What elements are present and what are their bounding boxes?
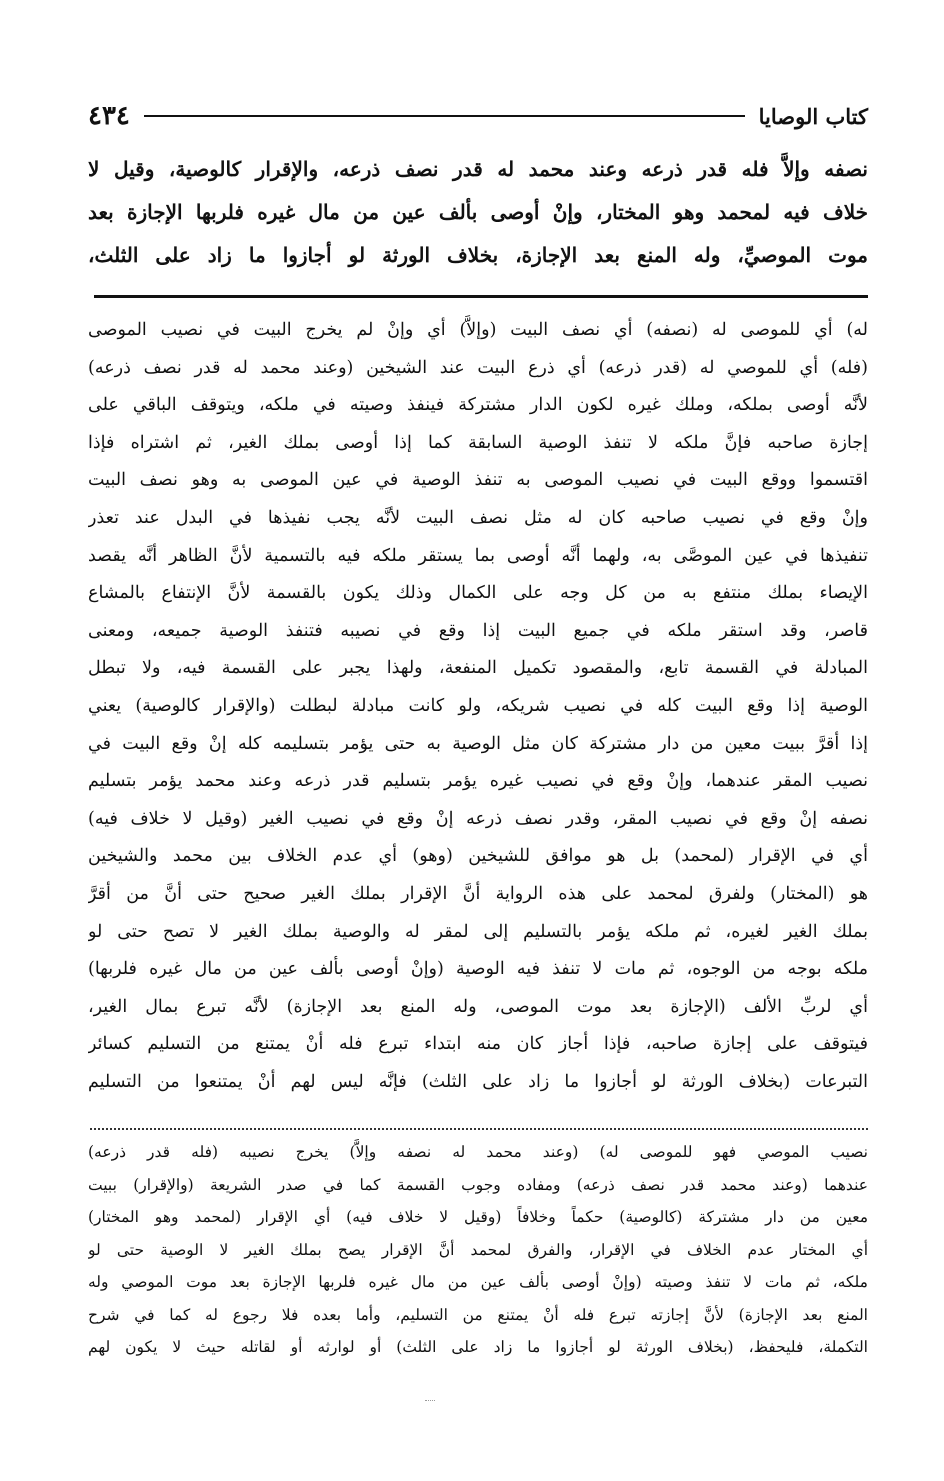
commentary-line: تنفيذها في عين الموصَّى به، ولهما أنَّه أوصى بما يستقر ملكه فيه بالتسمية لأنَّ الظاهر أنَّه يقصد (88, 545, 868, 566)
footnote-line: ملكه، ثم مات لا تنفذ وصيته (وإنْ أوصى بألف عين من مال غيره فلربها الإجازة بعد موت الموصي وله (88, 1273, 868, 1291)
commentary-line: لأنَّه أوصى بملكه، وملك غيره لكون الدار مشتركة فينفذ وصيته في ملكه، ويتوقف الباقي على (88, 395, 868, 416)
header-rule (144, 115, 745, 117)
footnote-line: نصيب الموصي فهو للموصى له) (وعند محمد له نصفه وإلاَّ) يخرج نصيبه (فله قدر ذرعه) (88, 1143, 868, 1161)
main-text-separator (94, 295, 868, 298)
footnote-line: المنع بعد الإجازة) لأنَّ إجازته تبرع فله أنْ يمتنع من التسليم، وأما بعده فلا رجوع له كما في شرح (88, 1305, 868, 1324)
commentary-line: إذا أقرَّ ببيت معين من دار مشتركة كان مثل الوصية به حتى يؤمر بتسليمه كله إنْ وقع البيت في (88, 733, 868, 754)
main-text-line: موت الموصيِّ، وله المنع بعد الإجازة، بخلاف الورثة لو أجازوا ما زاد على الثلث، (88, 243, 868, 267)
commentary-line: (فله) أي للموصي له (قدر ذرعه) أي ذرع البيت عند الشيخين (وعند محمد له قدر نصف ذرعه) (88, 357, 868, 378)
commentary-line: هو (المختار) ولفرق لمحمد على هذه الرواية أنَّ الإقرار بملك الغير صحيح حتى أنَّ من أقرَّ (88, 883, 868, 904)
commentary-line: وإنْ وقع في نصيب صاحبه كان له مثل نصف البيت لأنَّه يجب نفيذها في البدل عند تعذر (88, 507, 868, 528)
commentary-line: ملكه بوجه من الوجوه، ثم مات لا تنفذ فيه الوصية (وإنْ أوصى بألف عين من مال غيره فلربها) (88, 959, 868, 980)
footnote-line: التكملة، فليحفظ، (بخلاف الورثة لو أجازوا ما زاد على الثلث) أو لوارثه أو لقاتله حيث لا يكون لهم (88, 1338, 868, 1356)
commentary-line: اقتسموا ووقع البيت في نصيب الموصى به تنفذ الوصية في عين الموصى به وهو نصف البيت (88, 470, 868, 491)
commentary-line: أي لربِّ الألف (الإجازة بعد موت الموصى، وله المنع بعد الإجازة) لأنَّه تبرع بمال الغير، (88, 996, 868, 1017)
commentary-line: له) أي للموصى له (نصفه) أي نصف البيت (وإلاَّ) أي وإنْ لم يخرج البيت في نصيب الموصى (88, 320, 868, 340)
main-text (88, 148, 868, 277)
commentary-line: فيتوقف على إجازة صاحبه، فإذا أجاز كان منه ابتداء تبرع فله أنْ يمتنع من التسليم كسائر (88, 1034, 868, 1055)
footnote-separator (90, 1128, 868, 1130)
page-header (88, 98, 868, 134)
footnote-line: أي المختار عدم الخلاف في الإقرار، والفرق لمحمد أنَّ الإقرار يصح بملك الغير لا الوصية حتى لو (88, 1240, 868, 1259)
footnote-line: معين من دار مشتركة (كالوصية) حكماً وخلافاً (وقيل لا خلاف فيه) أي الإقرار (لمحمد وهو المختار) (88, 1208, 868, 1226)
page-number: ٤٣٤ (88, 101, 130, 131)
commentary-line: نصيب المقر عندهما، وإنْ وقع في نصيب غيره يؤمر بتسليم قدر ذرعه وعند محمد يؤمر بتسليم (88, 771, 868, 792)
print-speck (425, 1400, 435, 1403)
commentary-line: قاصر، وقد استقر ملكه في جميع البيت إذا وقع في نصيبه فتنفذ الوصية جميعه، ومعنى (88, 620, 868, 641)
footnote-text (88, 1136, 868, 1364)
commentary-line: المبادلة في القسمة تابع، والمقصود تكميل المنفعة، ولهذا يجبر على القسمة فيه، ولا تبطل (88, 658, 868, 679)
commentary-line: الوصية إذا وقع البيت كله في نصيب شريكه، ولو كانت مبادلة لبطلت (والإقرار كالوصية) يعني (88, 695, 868, 716)
main-text-line: خلاف فيه لمحمد وهو المختار، وإنْ أوصى بألف عين من مال غيره فلربها الإجازة بعد (88, 200, 868, 224)
commentary-line: أي في الإقرار (لمحمد) بل هو موافق للشيخين (وهو) أي عدم الخلاف بين محمد والشيخين (88, 846, 868, 867)
commentary-line: الإيصاء بملك منتفع به من كل وجه على الكمال وذلك يكون بالقسمة لأنَّ الإنتفاع بالمشاع (88, 583, 868, 604)
commentary-line: التبرعات (بخلاف الورثة لو أجازوا ما زاد على الثلث) فإنَّه ليس لهم أنْ يمتنعوا من التسليم (88, 1071, 868, 1092)
commentary-line: إجازة صاحبه فإنَّ ملكه لا تنفذ الوصية السابقة كما إذا أوصى بملك الغير، ثم اشتراه فإذا (88, 432, 868, 453)
commentary-text (88, 312, 868, 1101)
commentary-line: بملك الغير لغيره، ثم ملكه يؤمر بالتسليم إلى لمقر له والوصية بملك الغير لا تصح حتى لو (88, 921, 868, 942)
footnote-line: عندهما (وعند محمد قدر نصف ذرعه) ومفاده وجوب القسمة كما في صدر الشريعة (والإقرار) ببيت (88, 1175, 868, 1194)
commentary-line: نصفه إنْ وقع في نصيب المقر، وقدر نصف ذرعه إنْ وقع في نصيب الغير (وقيل لا خلاف فيه) (88, 808, 868, 829)
chapter-title: كتاب الوصايا (758, 103, 868, 129)
main-text-line: نصفه وإلاَّ فله قدر ذرعه وعند محمد له قدر نصف ذرعه، والإقرار كالوصية، وقيل لا (88, 157, 868, 181)
